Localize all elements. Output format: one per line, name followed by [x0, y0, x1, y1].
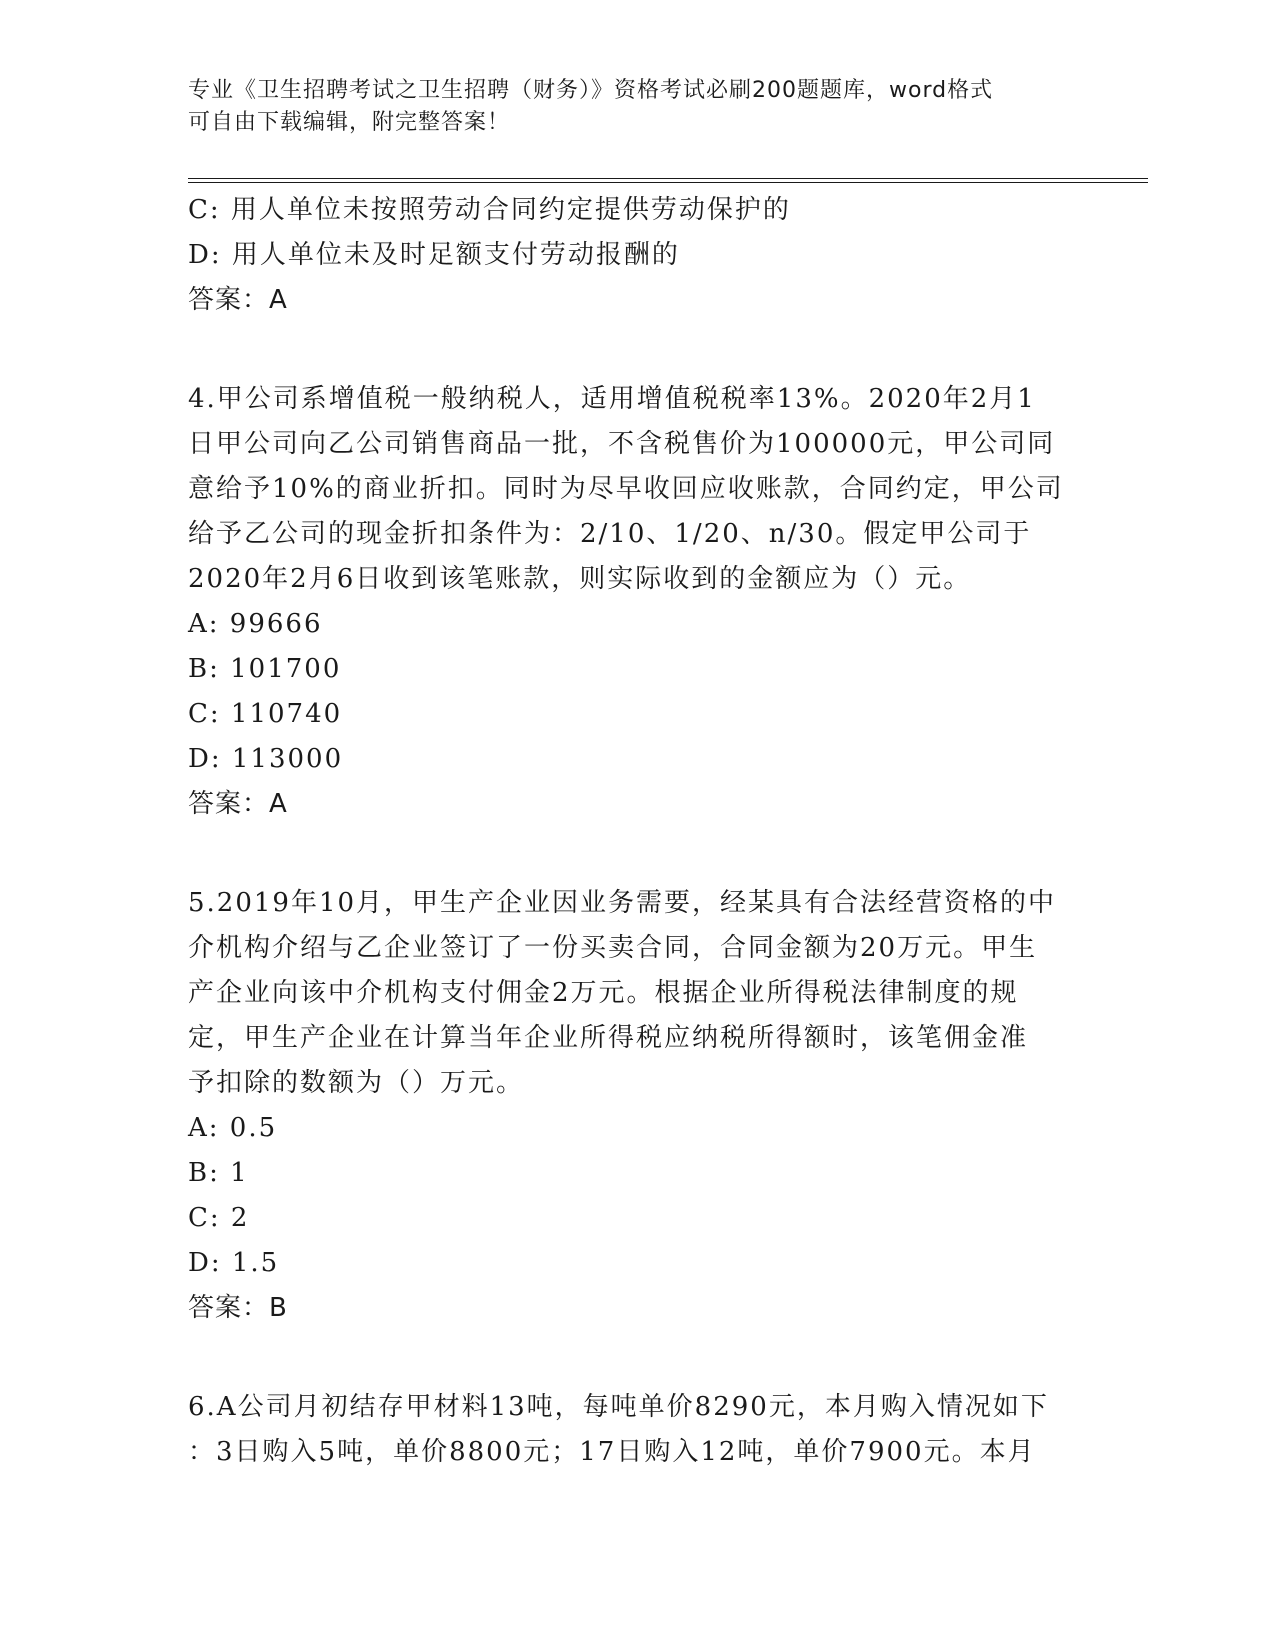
header-line-2: 可自由下载编辑，附完整答案！ — [188, 110, 511, 135]
option-a: A: 0.5 — [188, 1113, 278, 1143]
spacer — [188, 323, 1088, 377]
option-c: C: 110740 — [188, 699, 343, 729]
option-d: D: 用人单位未及时足额支付劳动报酬的 — [188, 240, 680, 270]
header-rule-top — [188, 178, 1148, 179]
question-text-line: 6.A公司月初结存甲材料13吨，每吨单价8290元，本月购入情况如下 — [188, 1392, 1049, 1422]
document-header — [188, 75, 1068, 139]
option-b: B: 1 — [188, 1158, 249, 1188]
question-4 — [188, 377, 1088, 827]
spacer — [188, 827, 1088, 881]
question-text-line: 给予乙公司的现金折扣条件为：2/10、1/20、n/30。假定甲公司于 — [188, 519, 1032, 549]
question-text-line: 予扣除的数额为（）万元。 — [188, 1068, 525, 1098]
question-text-line: 4.甲公司系增值税一般纳税人，适用增值税税率13%。2020年2月1 — [188, 384, 1036, 414]
header-line-1: 专业《卫生招聘考试之卫生招聘（财务）》资格考试必刷200题题库，word格式 — [188, 78, 994, 103]
question-text-line: 2020年2月6日收到该笔账款，则实际收到的金额应为（）元。 — [188, 564, 972, 594]
option-a: A: 99666 — [188, 609, 323, 639]
spacer — [188, 1331, 1088, 1385]
option-c: C: 2 — [188, 1203, 250, 1233]
question-text-line: 定，甲生产企业在计算当年企业所得税应纳税所得额时，该笔佣金准 — [188, 1023, 1029, 1053]
question-text-line: ：3日购入5吨，单价8800元；17日购入12吨，单价7900元。本月 — [188, 1437, 1036, 1467]
question-text-line: 日甲公司向乙公司销售商品一批，不含税售价为100000元，甲公司同 — [188, 429, 1056, 459]
option-b: B: 101700 — [188, 654, 342, 684]
question-6 — [188, 1385, 1088, 1475]
question-text-line: 意给予10%的商业折扣。同时为尽早收回应收账款，合同约定，甲公司 — [188, 474, 1064, 504]
header-rule-bottom — [188, 182, 1148, 183]
option-d: D: 113000 — [188, 744, 344, 774]
question-5 — [188, 881, 1088, 1331]
answer-line: 答案：B — [188, 1293, 288, 1323]
document-body — [188, 188, 1088, 1475]
question-3-tail — [188, 188, 1088, 323]
question-text-line: 介机构介绍与乙企业签订了一份买卖合同，合同金额为20万元。甲生 — [188, 933, 1038, 963]
option-c: C: 用人单位未按照劳动合同约定提供劳动保护的 — [188, 195, 791, 225]
answer-line: 答案：A — [188, 789, 288, 819]
question-text-line: 产企业向该中介机构支付佣金2万元。根据企业所得税法律制度的规 — [188, 978, 1019, 1008]
question-text-line: 5.2019年10月，甲生产企业因业务需要，经某具有合法经营资格的中 — [188, 888, 1057, 918]
answer-line: 答案：A — [188, 285, 288, 315]
option-d: D: 1.5 — [188, 1248, 280, 1278]
